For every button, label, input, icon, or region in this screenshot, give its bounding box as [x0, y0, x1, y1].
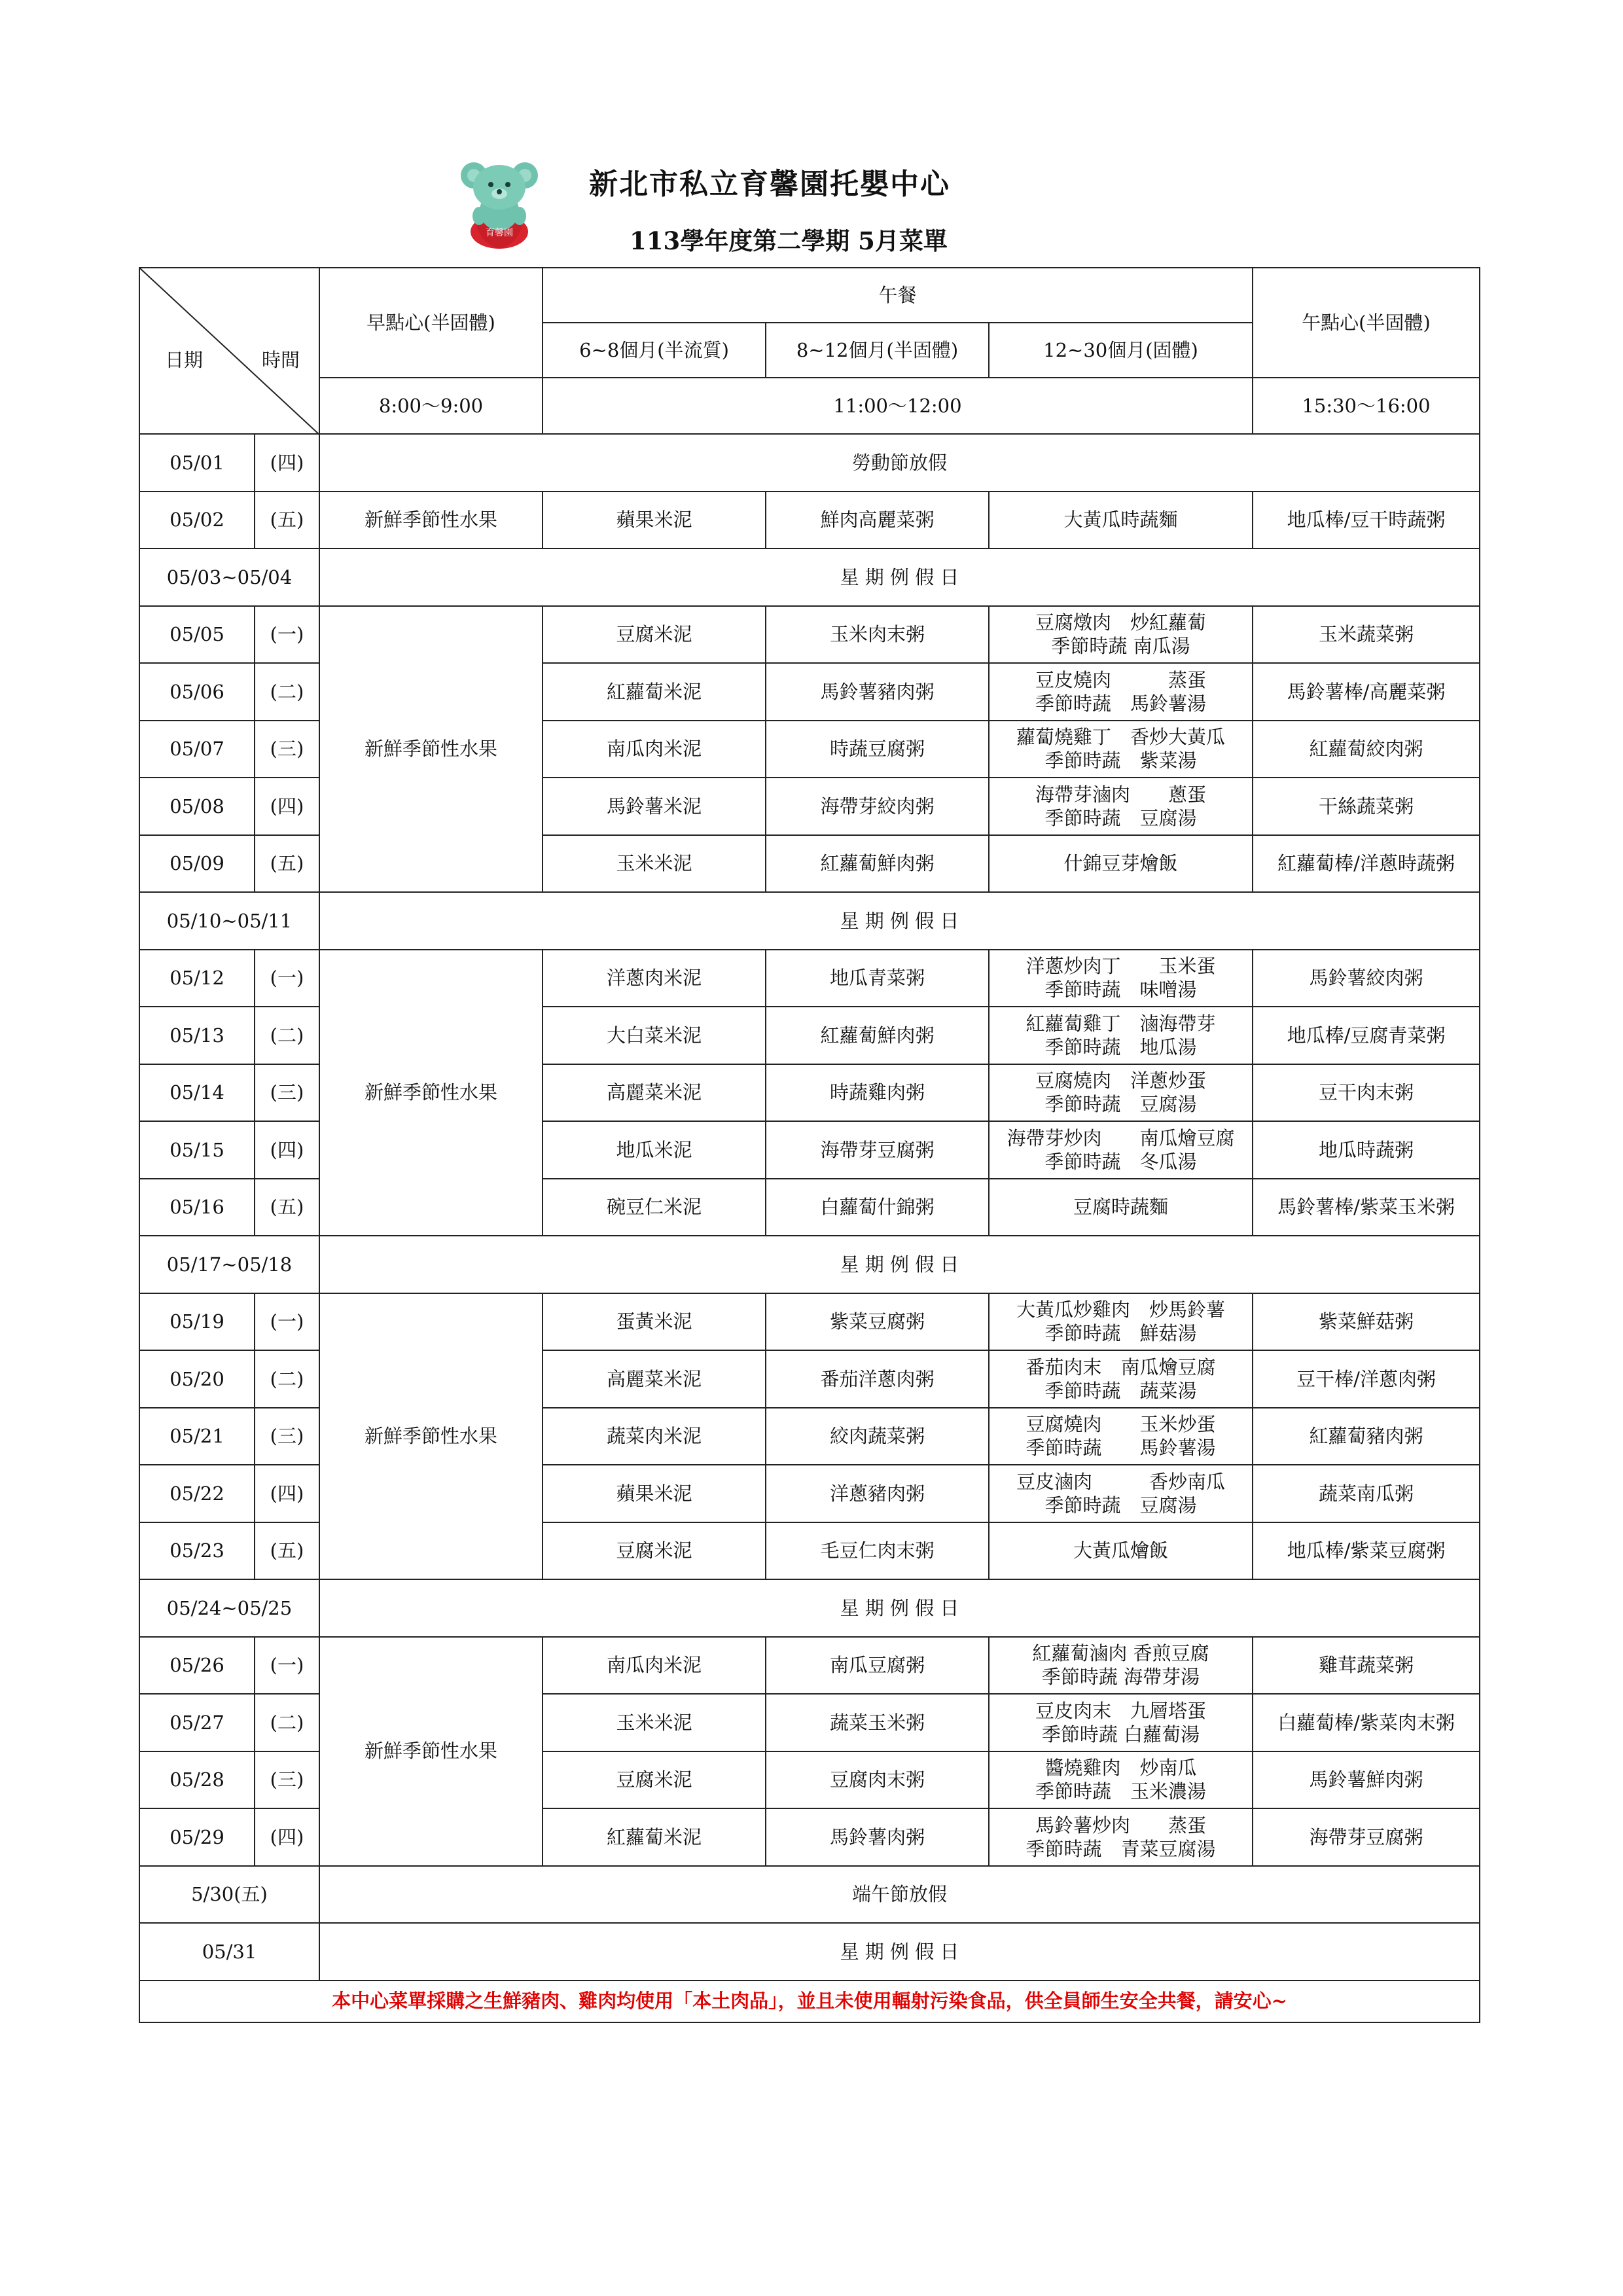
lunch-8-12-cell: 海帶芽絞肉粥: [766, 778, 989, 835]
lunch-12-30-line-2: 季節時蔬 鮮菇湯: [1044, 1322, 1197, 1345]
lunch-12-30-cell: [989, 1465, 1253, 1522]
weekday-cell: (二): [255, 663, 319, 721]
footer-notice: 本中心菜單採購之生鮮豬肉、雞肉均使用「本土肉品」，並且未使用輻射污染食品，供全員師生安全共餐，請安心~: [139, 1981, 1480, 2022]
lunch-8-12-header: 8~12個月(半固體): [766, 323, 989, 378]
snack-cell: 雞茸蔬菜粥: [1253, 1637, 1480, 1695]
lunch-12-30-cell: [989, 1293, 1253, 1351]
snack-cell: 豆干肉末粥: [1253, 1064, 1480, 1122]
lunch-12-30-header: 12~30個月(固體): [989, 323, 1253, 378]
lunch-6-8-cell: 紅蘿蔔米泥: [543, 1808, 766, 1866]
date-range-cell: 5/30(五): [139, 1866, 319, 1924]
table-row: [139, 1293, 1480, 1351]
lunch-8-12-cell: 南瓜豆腐粥: [766, 1637, 989, 1695]
lunch-header: 午餐: [543, 268, 1253, 323]
lunch-12-30-line-1: 洋蔥炒肉丁 玉米蛋: [1026, 955, 1216, 977]
lunch-8-12-cell: 洋蔥豬肉粥: [766, 1465, 989, 1522]
lunch-6-8-cell: 洋蔥肉米泥: [543, 950, 766, 1007]
lunch-12-30-cell: [989, 1522, 1253, 1580]
footer-row: [139, 1981, 1480, 2022]
lunch-12-30-line-1: 豆腐時蔬麵: [1073, 1196, 1168, 1219]
lunch-12-30-cell: [989, 606, 1253, 664]
weekday-cell: (五): [255, 835, 319, 893]
snack-time: 15:30～16:00: [1253, 378, 1480, 434]
lunch-6-8-cell: 馬鈴薯米泥: [543, 778, 766, 835]
lunch-8-12-cell: 豆腐肉末粥: [766, 1751, 989, 1809]
lunch-12-30-cell: [989, 1408, 1253, 1465]
lunch-12-30-line-2: 季節時蔬 紫菜湯: [1044, 749, 1197, 772]
lunch-6-8-cell: 玉米米泥: [543, 835, 766, 893]
lunch-12-30-line-2: 季節時蔬 南瓜湯: [1051, 635, 1190, 658]
table-row: [139, 950, 1480, 1007]
lunch-12-30-line-1: 蘿蔔燒雞丁 香炒大黃瓜: [1016, 726, 1225, 748]
date-cell: 05/27: [139, 1694, 255, 1751]
lunch-6-8-cell: 蘋果米泥: [543, 1465, 766, 1522]
lunch-6-8-header: 6~8個月(半流質): [543, 323, 766, 378]
snack-cell: 馬鈴薯棒/紫菜玉米粥: [1253, 1179, 1480, 1236]
snack-cell: 馬鈴薯棒/高麗菜粥: [1253, 663, 1480, 721]
snack-cell: 地瓜棒/豆干時蔬粥: [1253, 492, 1480, 549]
lunch-12-30-line-1: 豆腐燒肉 玉米炒蛋: [1026, 1413, 1216, 1435]
lunch-12-30-line-2: 季節時蔬 冬瓜湯: [1044, 1150, 1197, 1173]
lunch-12-30-line-1: 海帶芽炒肉 南瓜燴豆腐: [1007, 1126, 1235, 1149]
lunch-12-30-cell: [989, 1007, 1253, 1064]
lunch-12-30-cell: [989, 721, 1253, 778]
lunch-8-12-cell: 時蔬雞肉粥: [766, 1064, 989, 1122]
lunch-6-8-cell: 高麗菜米泥: [543, 1350, 766, 1408]
lunch-12-30-line-1: 豆腐燉肉 炒紅蘿蔔: [1035, 611, 1206, 634]
lunch-6-8-cell: 豆腐米泥: [543, 606, 766, 664]
weekday-cell: (三): [255, 1751, 319, 1809]
table-row: [139, 1236, 1480, 1293]
weekday-cell: (一): [255, 606, 319, 664]
table-row: [139, 1637, 1480, 1695]
weekday-cell: (四): [255, 434, 319, 492]
weekend-cell: 星 期 例 假 日: [319, 548, 1480, 606]
lunch-6-8-cell: 玉米米泥: [543, 1694, 766, 1751]
date-cell: 05/22: [139, 1465, 255, 1522]
lunch-8-12-cell: 毛豆仁肉末粥: [766, 1522, 989, 1580]
date-cell: 05/21: [139, 1408, 255, 1465]
weekday-cell: (五): [255, 1179, 319, 1236]
date-cell: 05/08: [139, 778, 255, 835]
lunch-6-8-cell: 大白菜米泥: [543, 1007, 766, 1064]
snack-cell: 紅蘿蔔豬肉粥: [1253, 1408, 1480, 1465]
lunch-8-12-cell: 海帶芽豆腐粥: [766, 1121, 989, 1179]
weekend-cell: 星 期 例 假 日: [319, 1923, 1480, 1981]
table-row: [139, 606, 1480, 664]
lunch-12-30-line-1: 豆皮滷肉 香炒南瓜: [1016, 1470, 1225, 1493]
lunch-12-30-cell: [989, 492, 1253, 549]
snack-cell: 地瓜棒/豆腐青菜粥: [1253, 1007, 1480, 1064]
table-row: [139, 892, 1480, 950]
date-cell: 05/09: [139, 835, 255, 893]
date-cell: 05/29: [139, 1808, 255, 1866]
weekend-cell: 星 期 例 假 日: [319, 892, 1480, 950]
snack-cell: 馬鈴薯絞肉粥: [1253, 950, 1480, 1007]
snack-header: 午點心(半固體): [1253, 268, 1480, 378]
lunch-12-30-cell: [989, 1350, 1253, 1408]
weekend-cell: 星 期 例 假 日: [319, 1579, 1480, 1637]
holiday-cell: 端午節放假: [319, 1866, 1480, 1924]
lunch-6-8-cell: 豆腐米泥: [543, 1522, 766, 1580]
lunch-12-30-line-1: 紅蘿蔔雞丁 滷海帶芽: [1026, 1012, 1216, 1035]
lunch-12-30-line-2: 季節時蔬 海帶芽湯: [1041, 1666, 1200, 1689]
date-cell: 05/12: [139, 950, 255, 1007]
lunch-12-30-line-2: 季節時蔬 白蘿蔔湯: [1041, 1723, 1200, 1746]
date-cell: 05/28: [139, 1751, 255, 1809]
date-cell: 05/07: [139, 721, 255, 778]
lunch-12-30-line-2: 季節時蔬 味噌湯: [1044, 978, 1197, 1001]
weekday-cell: (二): [255, 1694, 319, 1751]
lunch-8-12-cell: 鮮肉高麗菜粥: [766, 492, 989, 549]
date-time-header-cell: [139, 268, 319, 434]
weekday-cell: (一): [255, 1293, 319, 1351]
snack-cell: 馬鈴薯鮮肉粥: [1253, 1751, 1480, 1809]
table-row: [139, 1866, 1480, 1924]
breakfast-fruit-cell: 新鮮季節性水果: [319, 950, 543, 1236]
table-row: [139, 1579, 1480, 1637]
logo-text: 育馨園: [486, 228, 513, 238]
lunch-12-30-line-2: 季節時蔬 玉米濃湯: [1035, 1780, 1206, 1803]
snack-cell: 紅蘿蔔棒/洋蔥時蔬粥: [1253, 835, 1480, 893]
date-cell: 05/16: [139, 1179, 255, 1236]
date-cell: 05/06: [139, 663, 255, 721]
date-range-cell: 05/10~05/11: [139, 892, 319, 950]
weekday-cell: (一): [255, 1637, 319, 1695]
lunch-8-12-cell: 馬鈴薯豬肉粥: [766, 663, 989, 721]
lunch-8-12-cell: 時蔬豆腐粥: [766, 721, 989, 778]
lunch-8-12-cell: 絞肉蔬菜粥: [766, 1408, 989, 1465]
lunch-12-30-line-1: 豆腐燒肉 洋蔥炒蛋: [1035, 1069, 1206, 1092]
date-cell: 05/15: [139, 1121, 255, 1179]
table-row: [139, 548, 1480, 606]
table-row: [139, 1923, 1480, 1981]
lunch-12-30-cell: [989, 1694, 1253, 1751]
date-cell: 05/14: [139, 1064, 255, 1122]
lunch-6-8-cell: 蔬菜肉米泥: [543, 1408, 766, 1465]
lunch-6-8-cell: 高麗菜米泥: [543, 1064, 766, 1122]
page-header: [0, 0, 1623, 262]
breakfast-fruit-cell: 新鮮季節性水果: [319, 606, 543, 893]
weekday-cell: (四): [255, 1808, 319, 1866]
date-header: 日期: [165, 349, 204, 371]
lunch-6-8-cell: 南瓜肉米泥: [543, 1637, 766, 1695]
time-header: 時間: [262, 349, 300, 371]
lunch-8-12-cell: 紅蘿蔔鮮肉粥: [766, 1007, 989, 1064]
weekday-cell: (五): [255, 492, 319, 549]
lunch-6-8-cell: 碗豆仁米泥: [543, 1179, 766, 1236]
breakfast-cell: 新鮮季節性水果: [319, 492, 543, 549]
lunch-12-30-line-1: 大黃瓜燴飯: [1073, 1539, 1168, 1562]
lunch-12-30-line-1: 番茄肉末 南瓜燴豆腐: [1026, 1355, 1216, 1378]
weekday-cell: (四): [255, 1465, 319, 1522]
lunch-12-30-cell: [989, 950, 1253, 1007]
lunch-12-30-line-1: 馬鈴薯炒肉 蒸蛋: [1035, 1814, 1206, 1837]
holiday-cell: 勞動節放假: [319, 434, 1480, 492]
lunch-12-30-line-1: 海帶芽滷肉 蔥蛋: [1035, 783, 1206, 806]
lunch-8-12-cell: 紫菜豆腐粥: [766, 1293, 989, 1351]
lunch-12-30-cell: [989, 1637, 1253, 1695]
lunch-12-30-cell: [989, 1808, 1253, 1866]
snack-cell: 白蘿蔔棒/紫菜肉末粥: [1253, 1694, 1480, 1751]
lunch-time: 11:00～12:00: [543, 378, 1253, 434]
lunch-6-8-cell: 紅蘿蔔米泥: [543, 663, 766, 721]
lunch-8-12-cell: 紅蘿蔔鮮肉粥: [766, 835, 989, 893]
lunch-12-30-line-2: 季節時蔬 青菜豆腐湯: [1026, 1837, 1216, 1860]
lunch-8-12-cell: 番茄洋蔥肉粥: [766, 1350, 989, 1408]
lunch-12-30-line-1: 大黃瓜時蔬麵: [1063, 509, 1178, 531]
lunch-12-30-line-2: 季節時蔬 豆腐湯: [1044, 1093, 1197, 1116]
lunch-12-30-line-1: 紅蘿蔔滷肉 香煎豆腐: [1032, 1642, 1209, 1664]
lunch-12-30-cell: [989, 1179, 1253, 1236]
lunch-12-30-line-1: 豆皮肉末 九層塔蛋: [1035, 1699, 1206, 1722]
lunch-6-8-cell: 豆腐米泥: [543, 1751, 766, 1809]
date-range-cell: 05/31: [139, 1923, 319, 1981]
lunch-12-30-line-2: 季節時蔬 豆腐湯: [1044, 806, 1197, 829]
weekday-cell: (一): [255, 950, 319, 1007]
weekday-cell: (三): [255, 721, 319, 778]
snack-cell: 干絲蔬菜粥: [1253, 778, 1480, 835]
snack-cell: 地瓜棒/紫菜豆腐粥: [1253, 1522, 1480, 1580]
lunch-12-30-line-1: 什錦豆芽燴飯: [1063, 852, 1178, 875]
table-row: [139, 434, 1480, 492]
lunch-12-30-line-2: 季節時蔬 馬鈴薯湯: [1035, 692, 1206, 715]
table-row: [139, 492, 1480, 549]
breakfast-header: 早點心(半固體): [319, 268, 543, 378]
lunch-12-30-cell: [989, 835, 1253, 893]
breakfast-fruit-cell: 新鮮季節性水果: [319, 1293, 543, 1580]
date-range-cell: 05/03~05/04: [139, 548, 319, 606]
date-cell: 05/13: [139, 1007, 255, 1064]
lunch-6-8-cell: 蛋黃米泥: [543, 1293, 766, 1351]
breakfast-time: 8:00～9:00: [319, 378, 543, 434]
snack-cell: 海帶芽豆腐粥: [1253, 1808, 1480, 1866]
lunch-12-30-line-2: 季節時蔬 馬鈴薯湯: [1026, 1437, 1216, 1460]
lunch-8-12-cell: 玉米肉末粥: [766, 606, 989, 664]
weekday-cell: (五): [255, 1522, 319, 1580]
date-cell: 05/01: [139, 434, 255, 492]
date-cell: 05/23: [139, 1522, 255, 1580]
snack-cell: 地瓜時蔬粥: [1253, 1121, 1480, 1179]
lunch-12-30-line-2: 季節時蔬 地瓜湯: [1044, 1035, 1197, 1058]
lunch-12-30-line-1: 大黃瓜炒雞肉 炒馬鈴薯: [1016, 1299, 1225, 1321]
lunch-12-30-line-1: 豆皮燒肉 蒸蛋: [1035, 668, 1206, 691]
breakfast-fruit-cell: 新鮮季節性水果: [319, 1637, 543, 1866]
lunch-12-30-cell: [989, 1121, 1253, 1179]
lunch-6-8-cell: 南瓜肉米泥: [543, 721, 766, 778]
snack-cell: 玉米蔬菜粥: [1253, 606, 1480, 664]
date-cell: 05/19: [139, 1293, 255, 1351]
lunch-8-12-cell: 地瓜青菜粥: [766, 950, 989, 1007]
snack-cell: 紫菜鮮菇粥: [1253, 1293, 1480, 1351]
weekday-cell: (二): [255, 1350, 319, 1408]
date-range-cell: 05/17~05/18: [139, 1236, 319, 1293]
date-cell: 05/20: [139, 1350, 255, 1408]
weekday-cell: (三): [255, 1064, 319, 1122]
lunch-8-12-cell: 白蘿蔔什錦粥: [766, 1179, 989, 1236]
weekday-cell: (三): [255, 1408, 319, 1465]
lunch-12-30-cell: [989, 1751, 1253, 1809]
lunch-12-30-line-2: 季節時蔬 豆腐湯: [1044, 1494, 1197, 1516]
lunch-8-12-cell: 馬鈴薯肉粥: [766, 1808, 989, 1866]
lunch-12-30-cell: [989, 778, 1253, 835]
date-range-cell: 05/24~05/25: [139, 1579, 319, 1637]
menu-table: [139, 267, 1480, 2023]
lunch-8-12-cell: 蔬菜玉米粥: [766, 1694, 989, 1751]
page-subtitle: 113學年度第二學期 5月菜單: [630, 226, 948, 255]
date-cell: 05/05: [139, 606, 255, 664]
weekday-cell: (四): [255, 778, 319, 835]
lunch-6-8-cell: 蘋果米泥: [543, 492, 766, 549]
lunch-12-30-line-2: 季節時蔬 蔬菜湯: [1044, 1379, 1197, 1402]
lunch-12-30-line-1: 醬燒雞肉 炒南瓜: [1044, 1757, 1197, 1779]
weekday-cell: (四): [255, 1121, 319, 1179]
snack-cell: 紅蘿蔔絞肉粥: [1253, 721, 1480, 778]
weekend-cell: 星 期 例 假 日: [319, 1236, 1480, 1293]
date-cell: 05/26: [139, 1637, 255, 1695]
page-title: 新北市私立育馨園托嬰中心: [589, 168, 950, 201]
snack-cell: 豆干棒/洋蔥肉粥: [1253, 1350, 1480, 1408]
lunch-12-30-cell: [989, 1064, 1253, 1122]
bear-logo-icon: [450, 153, 548, 251]
snack-cell: 蔬菜南瓜粥: [1253, 1465, 1480, 1522]
date-cell: 05/02: [139, 492, 255, 549]
lunch-12-30-cell: [989, 663, 1253, 721]
lunch-6-8-cell: 地瓜米泥: [543, 1121, 766, 1179]
weekday-cell: (二): [255, 1007, 319, 1064]
